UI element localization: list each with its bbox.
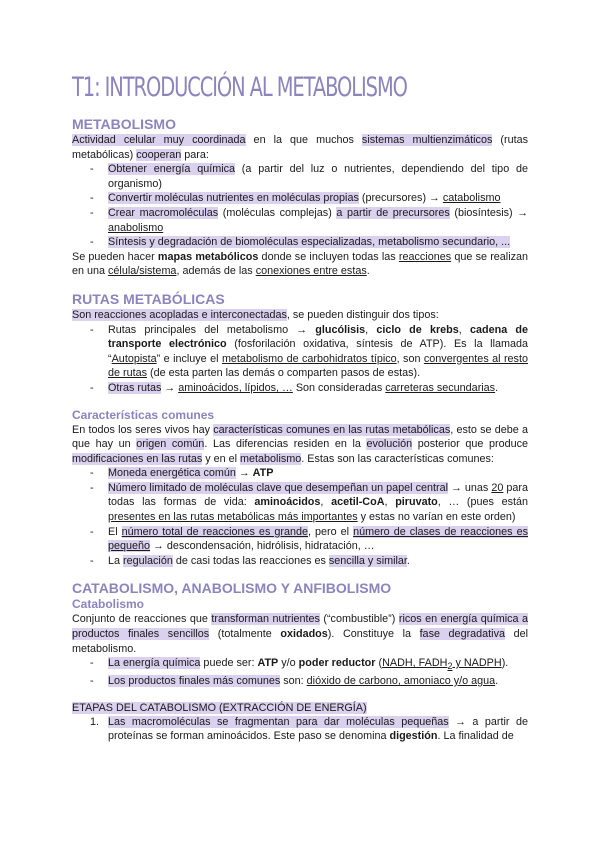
- bullet-dash: -: [90, 467, 94, 480]
- heading-catabolismo-anabolismo: CATABOLISMO, ANABOLISMO Y ANFIBOLISMO: [72, 580, 392, 597]
- bullet-dash: -: [90, 381, 94, 394]
- paragraph-rutas-intro: Son reacciones acopladas e interconectadas, se pueden distinguir dos tipos:: [72, 308, 439, 321]
- bullet-dash: -: [90, 674, 94, 687]
- list-item: - Otras rutas → aminoácidos, lípidos, … Son consideradas carreteras secundarias.: [90, 381, 499, 394]
- paragraph-metabolismo-intro: Actividad celular muy coordinada en la que muchos sistemas multienzimáticos (rutas metabólicas) cooperan para:: [72, 134, 528, 161]
- list-catabolismo: [72, 656, 528, 688]
- list-item: - El número total de reacciones es grande, pero el número de clases de reacciones es pequeño → descondensación, hidrólisis, hidratación, …: [90, 525, 528, 553]
- list-item: - Rutas principales del metabolismo → glucólisis, ciclo de krebs, cadena de transporte electrónico (fosforilación oxidativa, síntesis de ATP). Es la llamada “Autopista” e incluye el metabolismo de carbohidratos típico, son convergentes al resto de rutas (de esta parten las demás o comparten pasos de estas).: [90, 323, 529, 380]
- heading-metabolismo: METABOLISMO: [72, 116, 176, 132]
- heading-etapas: ETAPAS DEL CATABOLISMO (EXTRACCIÓN DE ENERGÍA): [72, 701, 367, 714]
- list-rutas: [72, 323, 528, 396]
- list-metabolismo: [72, 162, 528, 250]
- heading-caracteristicas: Características comunes: [72, 407, 215, 422]
- bullet-dash: -: [90, 192, 94, 205]
- list-number: 1.: [90, 715, 100, 728]
- list-item: - Número limitado de moléculas clave que desempeñan un papel central → unas 20 para todas las formas de vida: aminoácidos, acetil-CoA, piruvato, … (pues están presentes en las rutas metabólicas más importantes y estas no varían en este orden): [90, 481, 529, 524]
- bullet-dash: -: [90, 323, 94, 336]
- list-item: - Moneda energética común → ATP: [90, 467, 274, 480]
- list-item: - Crear macromoléculas (moléculas complejas) a partir de precursores (biosíntesis) → anabolismo: [90, 206, 529, 234]
- paragraph-catabolismo-intro: Conjunto de reacciones que transforman nutrientes (“combustible”) ricos en energía química a productos finales sencillos (totalmente oxidados). Constituye la fase degradativa del metabolismo.: [72, 613, 528, 655]
- bullet-dash: -: [90, 206, 94, 219]
- paragraph-caracteristicas-intro: En todos los seres vivos hay características comunes en las rutas metabólicas, esto se debe a que hay un origen común. Las diferencias residen en la evolución posterior que produce modificaciones en las rutas y en el metabolismo. Estas son las características comunes:: [72, 423, 528, 465]
- document-body: [72, 116, 528, 744]
- list-etapas: [72, 715, 528, 744]
- heading-rutas: RUTAS METABÓLICAS: [72, 290, 225, 307]
- list-item: - Obtener energía química (a partir del luz o nutrientes, dependiendo del tipo de organismo): [90, 163, 528, 190]
- list-caracteristicas: [72, 466, 528, 568]
- paragraph-metabolismo-closing: Se pueden hacer mapas metabólicos donde se incluyen todas las reacciones que se realizan en una célula/sistema, además de las conexiones entre estas.: [72, 250, 529, 278]
- heading-catabolismo: Catabolismo: [72, 597, 145, 612]
- list-item: 1. Las macromoléculas se fragmentan para dar moléculas pequeñas → a partir de proteínas se forman aminoácidos. Este paso se denomina digestión. La finalidad de: [90, 715, 528, 743]
- list-item: - La energía química puede ser: ATP y/o poder reductor (NADH, $FADH_2$ y NADPH).: [90, 657, 509, 672]
- list-item: - Convertir moléculas nutrientes en moléculas propias (precursores) → catabolismo: [90, 192, 501, 205]
- bullet-dash: -: [90, 236, 94, 249]
- list-item: - La regulación de casi todas las reacciones es sencilla y similar.: [90, 554, 410, 567]
- list-item: - Síntesis y degradación de biomoléculas especializadas, metabolismo secundario, ...: [90, 236, 511, 249]
- bullet-dash: -: [90, 525, 94, 538]
- bullet-dash: -: [90, 481, 94, 494]
- bullet-dash: -: [90, 657, 94, 670]
- page-title: T1: INTRODUCCIÓN AL METABOLISMO: [72, 72, 407, 103]
- bullet-dash: -: [90, 163, 94, 176]
- list-item: - Los productos finales más comunes son: dióxido de carbono, amoniaco y/o agua.: [90, 674, 499, 687]
- bullet-dash: -: [90, 554, 94, 567]
